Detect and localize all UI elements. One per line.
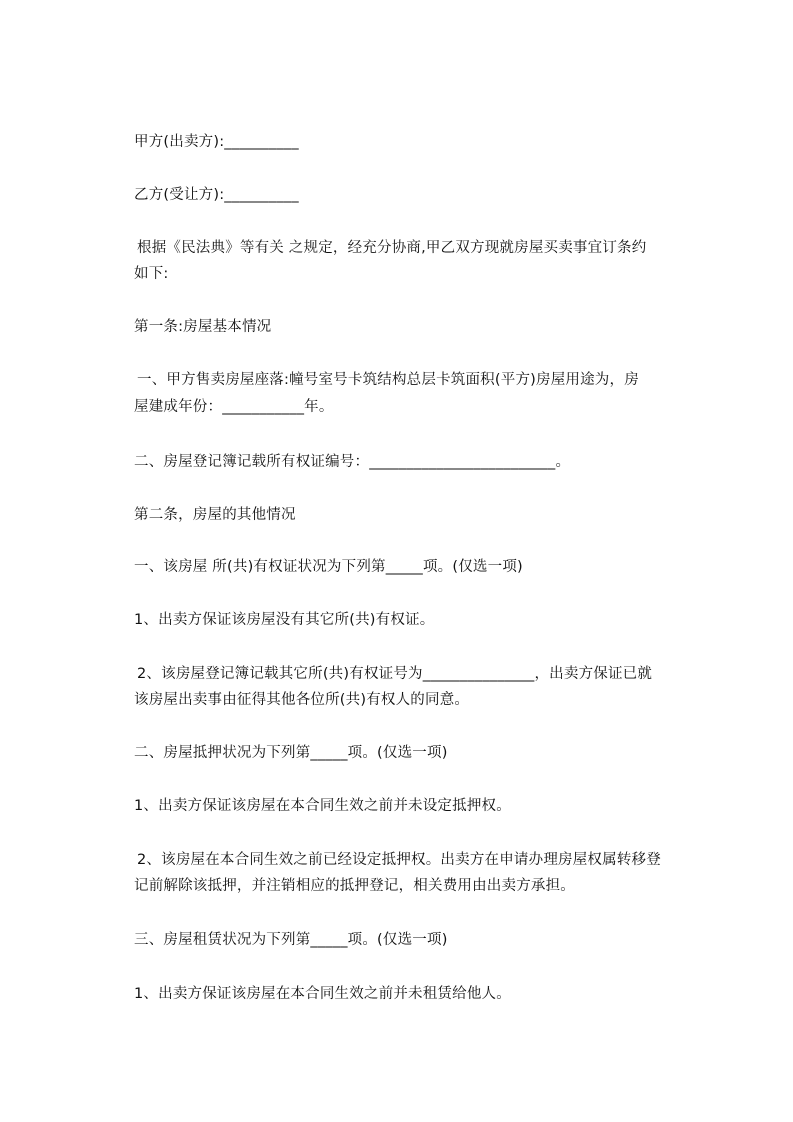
mortgage-option-2-line-1: 2、该房屋在本合同生效之前已经设定抵押权。出卖方在申请办理房屋权属转移登 <box>137 852 661 868</box>
party-a-line: 甲方(出卖方):__________ <box>134 134 299 150</box>
article-2-item-1: 一、该房屋 所(共)有权证状况为下列第_____项。(仅选一项) <box>134 559 523 575</box>
article-1-heading: 第一条:房屋基本情况 <box>134 319 272 335</box>
article-1-item-1-line-1: 一、甲方售卖房屋座落:幢号室号卡筑结构总层卡筑面积(平方)房屋用途为，房 <box>137 372 639 388</box>
preamble-line-1: 根据《民法典》等有关 之规定，经充分协商,甲乙双方现就房屋买卖事宜订条约 <box>137 240 647 256</box>
article-1-item-2: 二、房屋登记簿记载所有权证编号：_________________________。 <box>134 454 571 470</box>
article-1-item-1-line-2: 屋建成年份：___________年。 <box>134 399 334 415</box>
party-b-line: 乙方(受让方):__________ <box>134 187 299 203</box>
ownership-option-1: 1、出卖方保证该房屋没有其它所(共)有权证。 <box>134 612 435 628</box>
preamble-line-2: 如下: <box>134 266 169 282</box>
article-2-item-3: 三、房屋租赁状况为下列第_____项。(仅选一项) <box>134 932 448 948</box>
ownership-option-2-line-1: 2、该房屋登记簿记载其它所(共)有权证号为_______________，出卖方保证已就 <box>137 666 653 682</box>
ownership-option-2-line-2: 该房屋出卖事由征得其他各位所(共)有权人的同意。 <box>134 692 470 708</box>
mortgage-option-2-line-2: 记前解除该抵押，并注销相应的抵押登记，相关费用由出卖方承担。 <box>134 878 575 894</box>
lease-option-1: 1、出卖方保证该房屋在本合同生效之前并未租赁给他人。 <box>134 986 511 1002</box>
article-2-item-2: 二、房屋抵押状况为下列第_____项。(仅选一项) <box>134 745 448 761</box>
article-2-heading: 第二条，房屋的其他情况 <box>134 507 296 523</box>
mortgage-option-1: 1、出卖方保证该房屋在本合同生效之前并未设定抵押权。 <box>134 798 511 814</box>
